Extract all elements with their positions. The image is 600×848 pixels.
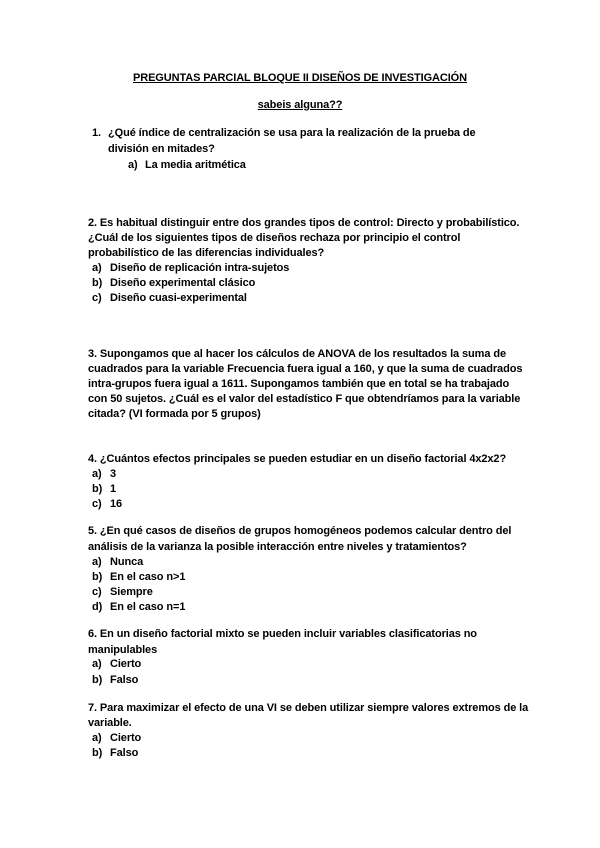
option-text: Siempre xyxy=(110,586,153,598)
question-text: manipulables xyxy=(88,644,158,656)
option-text: Falso xyxy=(110,674,139,686)
option-letter: a) xyxy=(92,468,102,480)
question-text: ¿Qué índice de centralización se usa para la realización de la prueba de xyxy=(108,127,476,139)
option-letter: b) xyxy=(92,483,103,495)
option-text: La media aritmética xyxy=(145,159,246,171)
option-text: 16 xyxy=(110,498,123,510)
question-text: cuadrados para la variable Frecuencia fuera igual a 160, y que la suma de cuadrados xyxy=(88,363,523,375)
option-letter: c) xyxy=(92,498,102,510)
option-letter: a) xyxy=(92,658,102,670)
option-text: 1 xyxy=(110,483,117,495)
question-text: 7. Para maximizar el efecto de una VI se deben utilizar siempre valores extremos de la xyxy=(88,702,529,714)
question-text: probabilístico de las diferencias individuales? xyxy=(88,247,325,259)
question-text: 2. Es habitual distinguir entre dos grandes tipos de control: Directo y probabilístico. xyxy=(88,217,520,229)
option-letter: b) xyxy=(92,571,103,583)
option-letter: c) xyxy=(92,292,102,304)
option-text: Nunca xyxy=(110,556,144,568)
question-number: 1. xyxy=(92,127,101,139)
option-text: Falso xyxy=(110,747,139,759)
option-text: En el caso n>1 xyxy=(110,571,186,583)
question-text: 5. ¿En qué casos de diseños de grupos homogéneos podemos calcular dentro del xyxy=(88,525,512,537)
option-text: En el caso n=1 xyxy=(110,601,186,613)
option-text: 3 xyxy=(110,468,117,480)
question-text: división en mitades? xyxy=(108,143,215,155)
document-subtitle: sabeis alguna?? xyxy=(257,99,343,111)
question-text: 3. Supongamos que al hacer los cálculos de ANOVA de los resultados la suma de xyxy=(88,348,506,360)
option-letter: b) xyxy=(92,674,103,686)
option-text: Diseño cuasi-experimental xyxy=(110,292,247,304)
question-text: análisis de la varianza la posible interacción entre niveles y tratamientos? xyxy=(88,541,467,553)
document-title: PREGUNTAS PARCIAL BLOQUE II DISEÑOS DE INVESTIGACIÓN xyxy=(132,72,467,84)
option-letter: b) xyxy=(92,747,103,759)
option-text: Diseño de replicación intra-sujetos xyxy=(110,262,290,274)
option-letter: d) xyxy=(92,601,103,613)
question-text: citada? (VI formada por 5 grupos) xyxy=(88,408,261,420)
option-text: Diseño experimental clásico xyxy=(110,277,256,289)
option-letter: c) xyxy=(92,586,102,598)
question-text: ¿Cuál de los siguientes tipos de diseños rechaza por principio el control xyxy=(88,232,461,244)
option-letter: a) xyxy=(92,556,102,568)
option-text: Cierto xyxy=(110,658,142,670)
question-text: variable. xyxy=(88,717,132,729)
question-text: 4. ¿Cuántos efectos principales se pueden estudiar en un diseño factorial 4x2x2? xyxy=(88,453,507,465)
question-text: con 50 sujetos. ¿Cuál es el valor del estadístico F que obtendríamos para la variable xyxy=(88,393,521,405)
question-text: intra-grupos fuera igual a 1611. Supongamos también que en total se ha trabajado xyxy=(88,378,510,390)
option-text: Cierto xyxy=(110,732,142,744)
option-letter: a) xyxy=(92,262,102,274)
option-letter: b) xyxy=(92,277,103,289)
option-letter: a) xyxy=(128,159,138,171)
question-text: 6. En un diseño factorial mixto se pueden incluir variables clasificatorias no xyxy=(88,628,477,640)
option-letter: a) xyxy=(92,732,102,744)
